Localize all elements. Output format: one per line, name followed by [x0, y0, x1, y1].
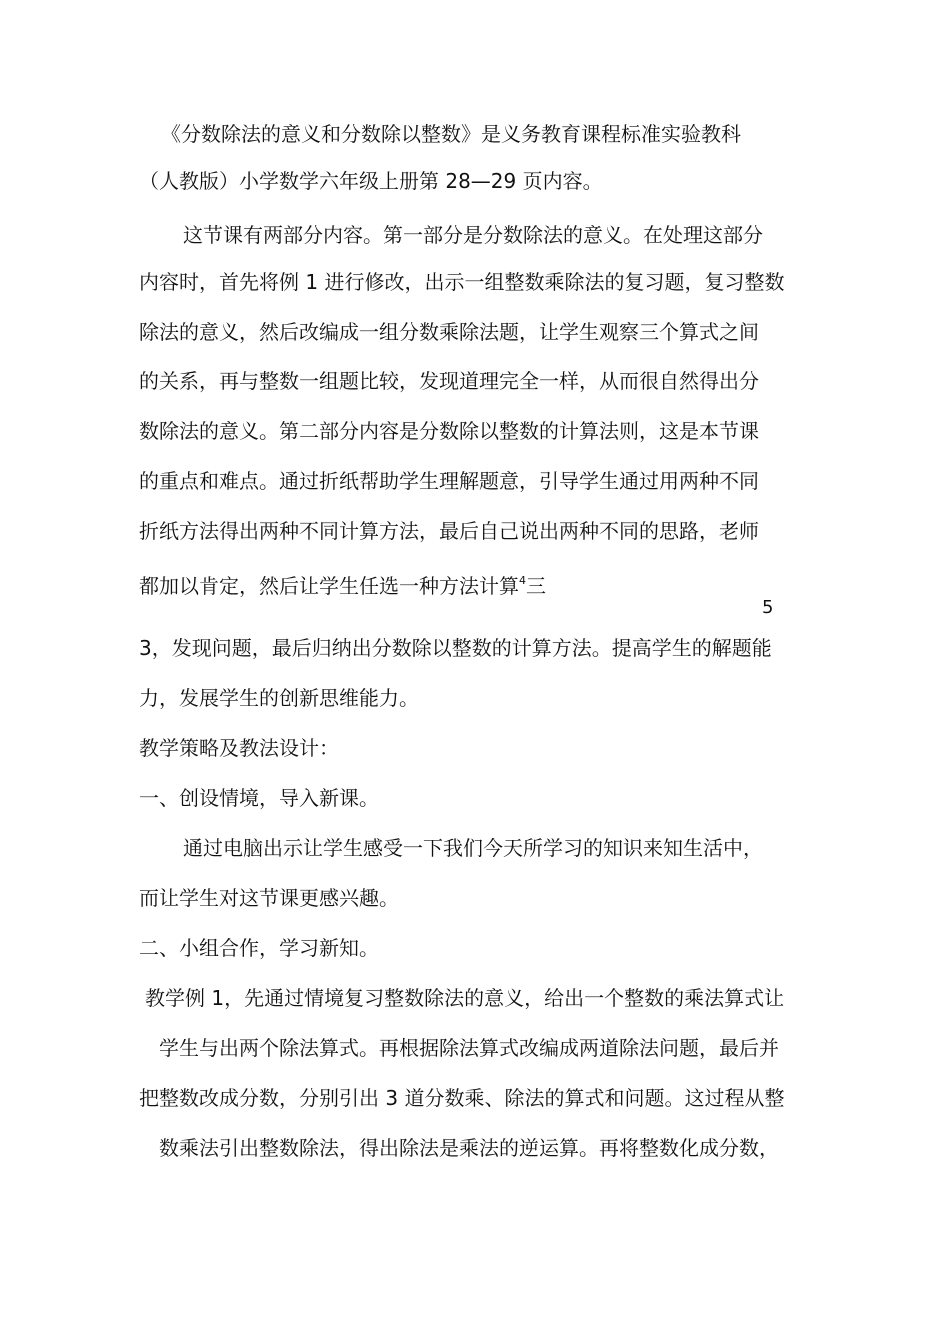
fraction-numerator: 4 — [519, 574, 526, 587]
paragraph-line: 的关系，再与整数一组题比较，发现道理完全一样，从而很自然得出分 — [139, 369, 759, 393]
paragraph-line: 把整数改成分数，分别引出 3 道分数乘、除法的算式和问题。这过程从整 — [139, 1086, 785, 1110]
paragraph-line: 学生与出两个除法算式。再根据除法算式改编成两道除法问题，最后并 — [159, 1036, 779, 1060]
paragraph-line: 数除法的意义。第二部分内容是分数除以整数的计算法则，这是本节课 — [139, 419, 759, 443]
paragraph-line: 的重点和难点。通过折纸帮助学生理解题意，引导学生通过用两种不同 — [139, 469, 759, 493]
paragraph-line: 《分数除法的意义和分数除以整数》是义务教育课程标准实验教科 — [161, 122, 741, 146]
paragraph-line: 3，发现问题，最后归纳出分数除以整数的计算方法。提高学生的解题能 — [139, 636, 772, 660]
section-heading: 教学策略及教法设计： — [139, 736, 339, 760]
paragraph-line — [139, 567, 546, 600]
section-heading: 一、创设情境，导入新课。 — [139, 786, 379, 810]
paragraph-text: 都加以肯定，然后让学生任选一种方法计算 — [139, 574, 519, 598]
paragraph-line: （人教版）小学数学六年级上册第 28—29 页内容。 — [139, 169, 603, 193]
paragraph-line: 力，发展学生的创新思维能力。 — [139, 686, 419, 710]
paragraph-line: 通过电脑出示让学生感受一下我们今天所学习的知识来知生活中， — [183, 836, 763, 860]
paragraph-line: 这节课有两部分内容。第一部分是分数除法的意义。在处理这部分 — [183, 223, 763, 247]
paragraph-line: 而让学生对这节课更感兴趣。 — [139, 886, 399, 910]
paragraph-line: 教学例 1，先通过情境复习整数除法的意义，给出一个整数的乘法算式让 — [145, 986, 785, 1010]
fraction-denominator: 5 — [762, 597, 774, 618]
paragraph-line: 除法的意义，然后改编成一组分数乘除法题，让学生观察三个算式之间 — [139, 320, 759, 344]
paragraph-line: 折纸方法得出两种不同计算方法，最后自己说出两种不同的思路，老师 — [139, 519, 759, 543]
paragraph-line: 内容时，首先将例 1 进行修改，出示一组整数乘除法的复习题，复习整数 — [139, 270, 785, 294]
fraction-trailing-char: 三 — [526, 574, 546, 598]
section-heading: 二、小组合作，学习新知。 — [139, 936, 379, 960]
paragraph-line: 数乘法引出整数除法，得出除法是乘法的逆运算。再将整数化成分数， — [159, 1136, 779, 1160]
